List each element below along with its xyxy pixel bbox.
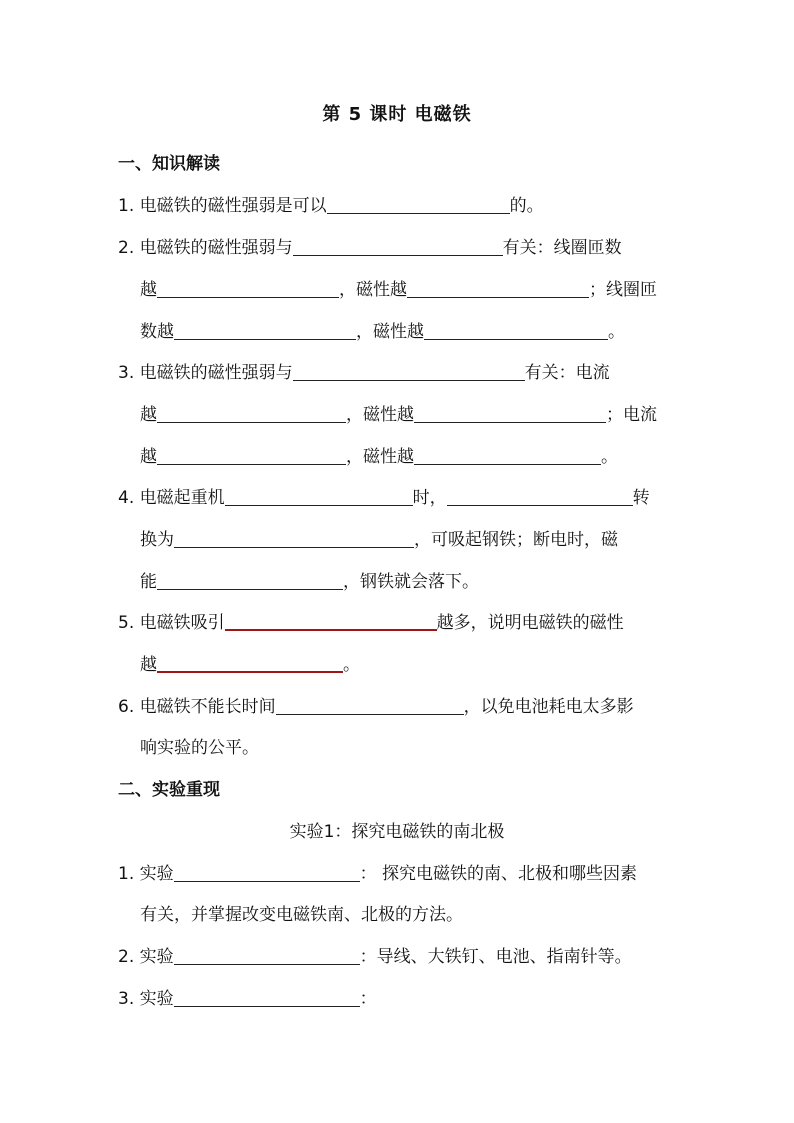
item-number: 1. [118,864,135,884]
experiment-item-3 [118,987,377,1011]
answer-blank[interactable] [157,279,339,298]
answer-blank[interactable] [174,529,414,548]
answer-blank[interactable] [327,195,510,214]
answer-blank[interactable] [225,611,437,631]
question-text: 电磁铁吸引 [139,613,225,633]
question-3-line-2 [140,403,657,427]
question-text: 有关：线圈匝数 [502,238,622,258]
question-text: 电磁铁的磁性强弱与 [139,363,293,383]
answer-blank[interactable] [414,446,601,465]
question-3-line-3 [140,445,618,469]
question-text: 的。 [509,196,544,216]
question-5-line-1 [118,611,624,635]
item-text: ：导线、大铁钉、电池、指南针等。 [359,947,632,967]
question-number: 6. [118,697,135,717]
question-text: ，磁性越 [356,322,424,342]
question-1 [118,194,544,218]
question-6-line-2: 响实验的公平。 [140,738,259,758]
question-text: ，磁性越 [346,405,414,425]
question-text: 越 [140,405,157,425]
experiment-item-1-line-2: 有关，并掌握改变电磁铁南、北极的方法。 [140,905,463,925]
question-number: 1. [118,196,135,216]
question-text: 。 [608,322,625,342]
answer-blank[interactable] [157,653,343,673]
question-text: 时， [412,488,447,508]
question-text: ，磁性越 [346,447,414,467]
item-number: 3. [118,989,135,1009]
question-number: 4. [118,488,135,508]
question-2-line-2 [140,278,657,302]
question-text: ，以免电池耗电太多影 [463,697,634,717]
question-text: 有关：电流 [524,363,610,383]
answer-blank[interactable] [293,362,525,381]
answer-blank[interactable] [174,321,356,340]
question-text: ，钢铁就会落下。 [343,572,479,592]
item-text: ： [359,989,377,1009]
question-text: 越 [140,280,157,300]
question-text: ，磁性越 [339,280,407,300]
question-text: ；电流 [606,405,657,425]
question-text: 电磁铁的磁性强弱与 [139,238,293,258]
item-text: ： 探究电磁铁的南、北极和哪些因素 [359,864,638,884]
question-text: 越 [140,447,157,467]
question-text: 。 [601,447,618,467]
answer-blank[interactable] [407,279,589,298]
question-text: 电磁铁的磁性强弱是可以 [139,196,327,216]
question-6-line-1 [118,695,634,719]
experiment-item-1-line-1 [118,862,637,886]
section-heading-experiments: 二、实验重现 [118,780,220,800]
question-text: ，可吸起钢铁；断电时，磁 [414,530,618,550]
question-2-line-1 [118,236,622,260]
answer-blank[interactable] [174,863,360,882]
answer-blank[interactable] [424,321,608,340]
section-heading-knowledge: 一、知识解读 [118,154,220,174]
page-title: 第 5 课时 电磁铁 [322,104,472,125]
answer-blank[interactable] [225,487,413,506]
answer-blank[interactable] [276,696,464,715]
item-number: 2. [118,947,135,967]
answer-blank[interactable] [293,237,503,256]
question-2-line-3 [140,320,625,344]
question-number: 5. [118,613,135,633]
question-5-line-2 [140,653,360,677]
question-text: 。 [343,655,360,675]
question-4-line-3 [140,570,479,594]
experiment-title: 实验1：探究电磁铁的南北极 [289,822,505,842]
item-text: 实验 [139,947,174,967]
question-3-line-1 [118,361,610,385]
question-text: 换为 [140,530,174,550]
answer-blank[interactable] [174,988,360,1007]
question-text: 电磁起重机 [139,488,225,508]
question-4-line-2 [140,528,618,552]
answer-blank[interactable] [157,571,343,590]
question-4-line-1 [118,486,650,510]
question-text: 越 [140,655,157,675]
answer-blank[interactable] [157,404,346,423]
question-number: 2. [118,238,135,258]
question-text: 转 [632,488,650,508]
question-text: ；线圈匝 [589,280,657,300]
item-text: 实验 [139,864,174,884]
item-text: 实验 [139,989,174,1009]
answer-blank[interactable] [447,487,633,506]
question-text: 越多，说明电磁铁的磁性 [436,613,624,633]
answer-blank[interactable] [157,446,346,465]
experiment-item-2 [118,945,632,969]
answer-blank[interactable] [174,946,360,965]
question-number: 3. [118,363,135,383]
answer-blank[interactable] [414,404,606,423]
question-text: 数越 [140,322,174,342]
question-text: 电磁铁不能长时间 [139,697,276,717]
question-text: 能 [140,572,157,592]
